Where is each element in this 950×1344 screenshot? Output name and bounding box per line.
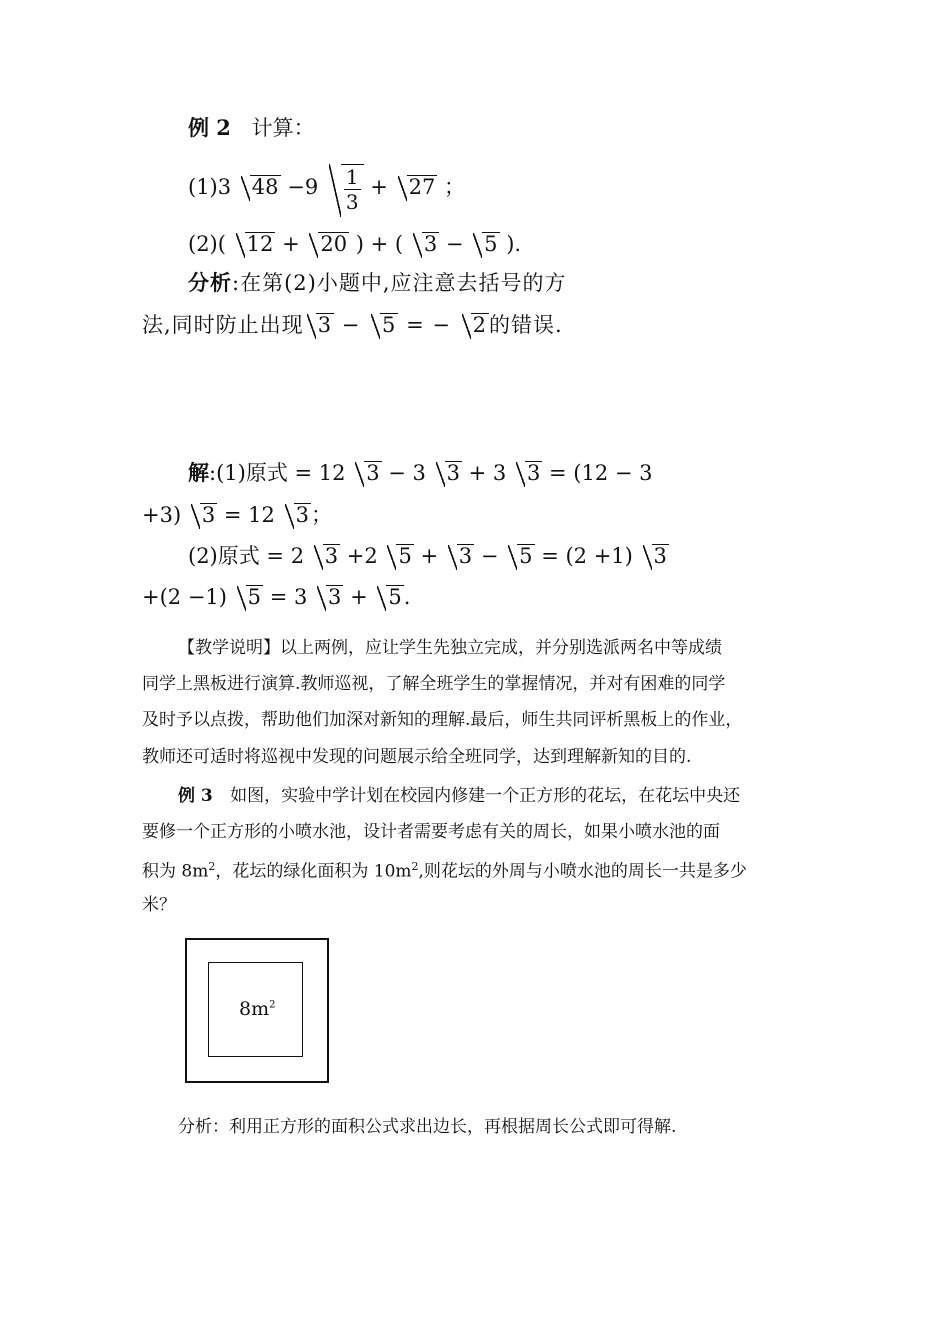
analysis-text: 在第(2)小题中,应注意去括号的方 bbox=[240, 271, 567, 295]
solution-line-4 bbox=[142, 585, 410, 608]
punctuation: ； bbox=[444, 175, 466, 199]
punctuation: ). bbox=[506, 232, 522, 256]
radical: 3 bbox=[317, 585, 343, 608]
radical: 20 bbox=[309, 232, 349, 255]
figure-label bbox=[239, 998, 275, 1020]
math-text: − 3 bbox=[381, 461, 426, 485]
colon: : bbox=[232, 271, 241, 295]
example-label: 例 3 bbox=[178, 786, 213, 806]
example-3-line-1 bbox=[178, 788, 740, 805]
radical: 5 bbox=[508, 544, 534, 567]
operator: − bbox=[334, 313, 369, 337]
example-3-line-4: 米？ bbox=[142, 895, 176, 915]
radical: 3 bbox=[516, 461, 542, 484]
example-3-line-2: 要修一个正方形的小喷水池，设计者需要考虑有关的周长，如果小喷水池的面 bbox=[142, 822, 720, 842]
example-2-heading bbox=[188, 117, 315, 139]
radical: 3 bbox=[285, 503, 311, 526]
math-text: . bbox=[403, 585, 411, 609]
operator: = − bbox=[398, 313, 459, 337]
radical: 3 bbox=[191, 503, 217, 526]
operator: −9 bbox=[287, 175, 319, 199]
analysis-1-line-1 bbox=[188, 272, 567, 294]
math-text: (2)原式 = 2 bbox=[188, 544, 305, 568]
radical: 3 bbox=[314, 544, 340, 567]
radical-fraction: $\frac{1}{3}$ bbox=[329, 164, 364, 213]
part-index: (2)( bbox=[188, 232, 226, 256]
math-text: +2 bbox=[340, 544, 378, 568]
math-text: +(2 −1) bbox=[142, 585, 227, 609]
problem-part-1 bbox=[188, 164, 465, 213]
radical: 3 bbox=[307, 313, 334, 336]
math-text: (1)原式 = 12 bbox=[216, 461, 346, 485]
math-text: = 12 bbox=[217, 503, 275, 527]
example-label: 例 2 bbox=[188, 115, 231, 140]
analysis-1-line-2 bbox=[142, 313, 563, 336]
radical: 12 bbox=[236, 232, 276, 255]
radical: 5 bbox=[473, 232, 499, 255]
operator: ) + ( bbox=[355, 232, 404, 256]
operator: − bbox=[445, 232, 464, 256]
solution-label: 解 bbox=[188, 460, 209, 485]
example-title: 计算： bbox=[251, 116, 315, 140]
operator: + bbox=[282, 232, 300, 256]
radical: 3 bbox=[448, 544, 474, 567]
analysis-text: 法,同时防止出现 bbox=[142, 313, 304, 337]
radical: 48 bbox=[241, 175, 281, 198]
example-3-line-3 bbox=[142, 861, 747, 881]
radical: 5 bbox=[237, 585, 263, 608]
analysis-text: 的错误. bbox=[488, 313, 563, 337]
radical: 2 bbox=[462, 313, 489, 336]
part-index: (1)3 bbox=[188, 175, 232, 199]
radical: 3 bbox=[643, 544, 669, 567]
math-text: ； bbox=[310, 503, 332, 527]
superscript: 2 bbox=[269, 999, 276, 1011]
analysis-2: 分析：利用正方形的面积公式求出边长，再根据周长公式即可得解. bbox=[178, 1117, 677, 1137]
math-text: = 3 bbox=[263, 585, 308, 609]
radical: 3 bbox=[355, 461, 381, 484]
solution-line-1 bbox=[188, 461, 652, 484]
problem-text: ，花坛的绿化面积为 10m bbox=[215, 861, 412, 882]
math-text: +3) bbox=[142, 503, 182, 527]
solution-line-2 bbox=[142, 503, 332, 526]
teaching-note-line-3: 及时予以点拨，帮助他们加深对新知的理解.最后，师生共同评析黑板上的作业， bbox=[142, 710, 743, 730]
problem-text: 如图，实验中学计划在校园内修建一个正方形的花坛，在花坛中央还 bbox=[230, 786, 741, 806]
radical: 5 bbox=[387, 544, 413, 567]
colon: : bbox=[209, 461, 217, 485]
math-text: + 3 bbox=[461, 461, 507, 485]
figure-label-text: 8m bbox=[239, 998, 270, 1020]
math-text: = (2 +1) bbox=[534, 544, 633, 568]
radical: 3 bbox=[436, 461, 462, 484]
radical: 27 bbox=[398, 175, 438, 198]
radical: 5 bbox=[371, 313, 398, 336]
math-text: + bbox=[343, 585, 368, 609]
radical: 5 bbox=[377, 585, 403, 608]
math-text: = (12 − 3 bbox=[542, 461, 653, 485]
teaching-note-line-4: 教师还可适时将巡视中发现的问题展示给全班同学，达到理解新知的目的. bbox=[142, 747, 692, 767]
problem-text: 积为 8m bbox=[142, 861, 209, 882]
solution-line-3 bbox=[188, 544, 669, 567]
problem-text: ,则花坛的外周与小喷水池的周长一共是多少 bbox=[418, 861, 747, 882]
operator: + bbox=[370, 175, 388, 199]
radical: 3 bbox=[413, 232, 439, 255]
problem-part-2 bbox=[188, 232, 521, 255]
math-text: − bbox=[474, 544, 499, 568]
superscript: 2 bbox=[411, 860, 419, 873]
math-text: + bbox=[413, 544, 439, 568]
analysis-label: 分析 bbox=[188, 270, 232, 295]
teaching-note-line-1: 【教学说明】以上两例，应让学生先独立完成，并分别选派两名中等成绩 bbox=[178, 638, 722, 658]
teaching-note-line-2: 同学上黑板进行演算.教师巡视，了解全班学生的掌握情况，并对有困难的同学 bbox=[142, 674, 726, 694]
superscript: 2 bbox=[208, 860, 216, 873]
